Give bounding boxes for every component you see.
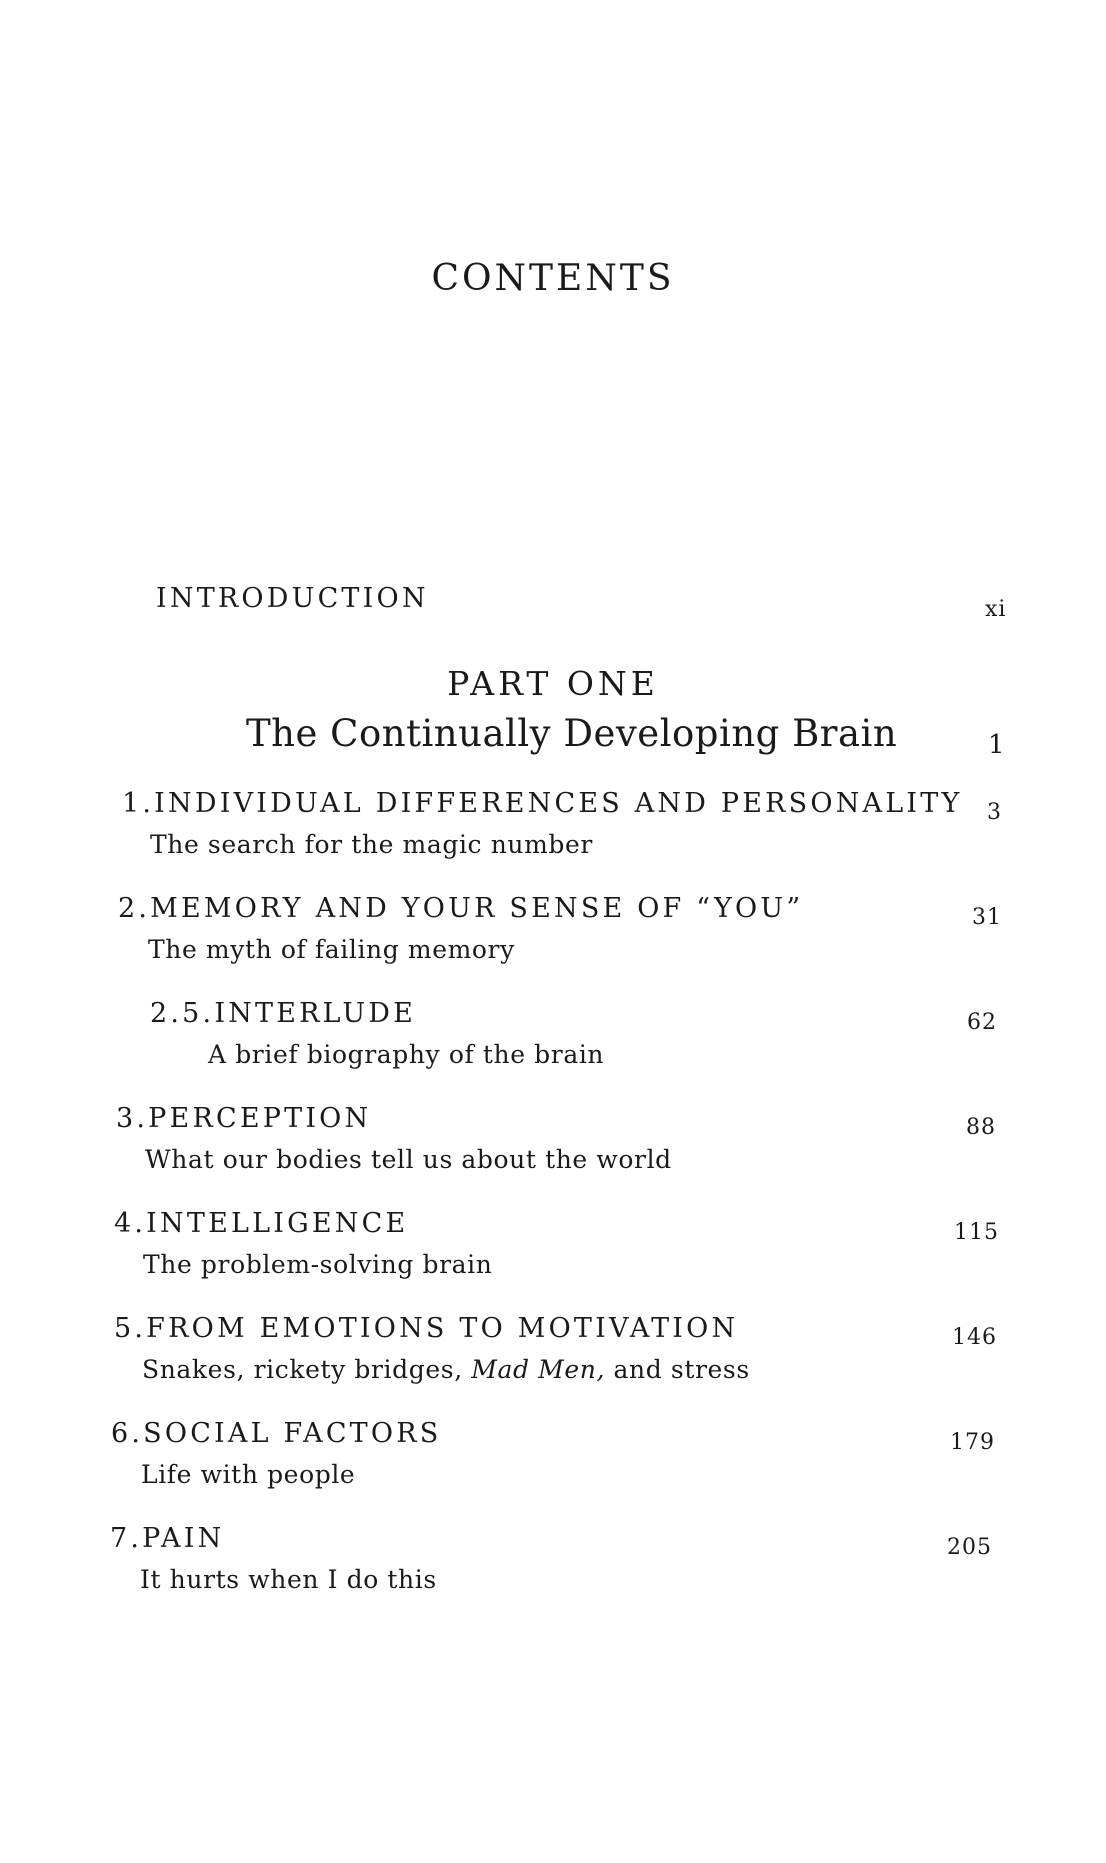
toc-entry-2-heading	[118, 893, 803, 924]
toc-entry-7-page: 205	[947, 1535, 992, 1560]
toc-entry-7-subtitle: It hurts when I do this	[140, 1565, 437, 1594]
subtitle-text: Snakes, rickety bridges,	[142, 1355, 463, 1384]
entry-number: 7.	[110, 1523, 143, 1554]
introduction-page: xi	[985, 597, 1007, 622]
entry-heading: FROM EMOTIONS TO MOTIVATION	[146, 1313, 739, 1344]
toc-entry-2-5-heading	[150, 998, 416, 1029]
toc-entry-3-heading	[116, 1103, 371, 1134]
toc-entry-4-heading	[114, 1208, 408, 1239]
entry-number: 4.	[114, 1208, 147, 1239]
entry-heading: SOCIAL FACTORS	[143, 1418, 442, 1449]
toc-entry-6-subtitle: Life with people	[141, 1460, 356, 1489]
subtitle-italic-title: Mad Men,	[471, 1355, 605, 1384]
toc-entry-2-subtitle: The myth of failing memory	[148, 935, 515, 964]
toc-entry-4-page: 115	[954, 1220, 999, 1245]
part-one-page: 1	[988, 730, 1006, 760]
part-one-title: The Continually Developing Brain	[246, 712, 898, 755]
entry-number: 1.	[122, 788, 155, 819]
entry-heading: INTELLIGENCE	[146, 1208, 409, 1239]
toc-entry-6-heading	[111, 1418, 441, 1449]
subtitle-text: and stress	[613, 1355, 750, 1384]
toc-entry-5-subtitle	[142, 1355, 750, 1384]
entry-heading: INDIVIDUAL DIFFERENCES AND PERSONALITY	[154, 788, 963, 819]
toc-entry-5-heading	[114, 1313, 738, 1344]
toc-entry-3-page: 88	[966, 1115, 996, 1140]
entry-number: 6.	[111, 1418, 144, 1449]
entry-heading: PERCEPTION	[148, 1103, 372, 1134]
entry-number: 2.	[118, 893, 151, 924]
toc-entry-6-page: 179	[950, 1430, 995, 1455]
toc-entry-2-5-subtitle: A brief biography of the brain	[208, 1040, 605, 1069]
page-title: CONTENTS	[431, 258, 675, 299]
entry-number: 3.	[116, 1103, 149, 1134]
toc-entry-3-subtitle: What our bodies tell us about the world	[145, 1145, 672, 1174]
toc-entry-2-page: 31	[972, 905, 1002, 930]
toc-entry-2-5-page: 62	[967, 1010, 997, 1035]
toc-entry-5-page: 146	[952, 1325, 997, 1350]
part-one-label: PART ONE	[447, 664, 659, 703]
toc-entry-1-page: 3	[987, 800, 1002, 825]
entry-heading: INTERLUDE	[214, 998, 417, 1029]
entry-number: 2.5.	[150, 998, 215, 1029]
entry-heading: PAIN	[142, 1523, 225, 1554]
entry-heading: MEMORY AND YOUR SENSE OF “YOU”	[150, 893, 804, 924]
toc-entry-4-subtitle: The problem-solving brain	[143, 1250, 493, 1279]
introduction-label: INTRODUCTION	[156, 583, 429, 614]
toc-entry-1-heading	[122, 788, 962, 819]
entry-number: 5.	[114, 1313, 147, 1344]
toc-entry-7-heading	[110, 1523, 224, 1554]
toc-entry-1-subtitle: The search for the magic number	[150, 830, 593, 859]
